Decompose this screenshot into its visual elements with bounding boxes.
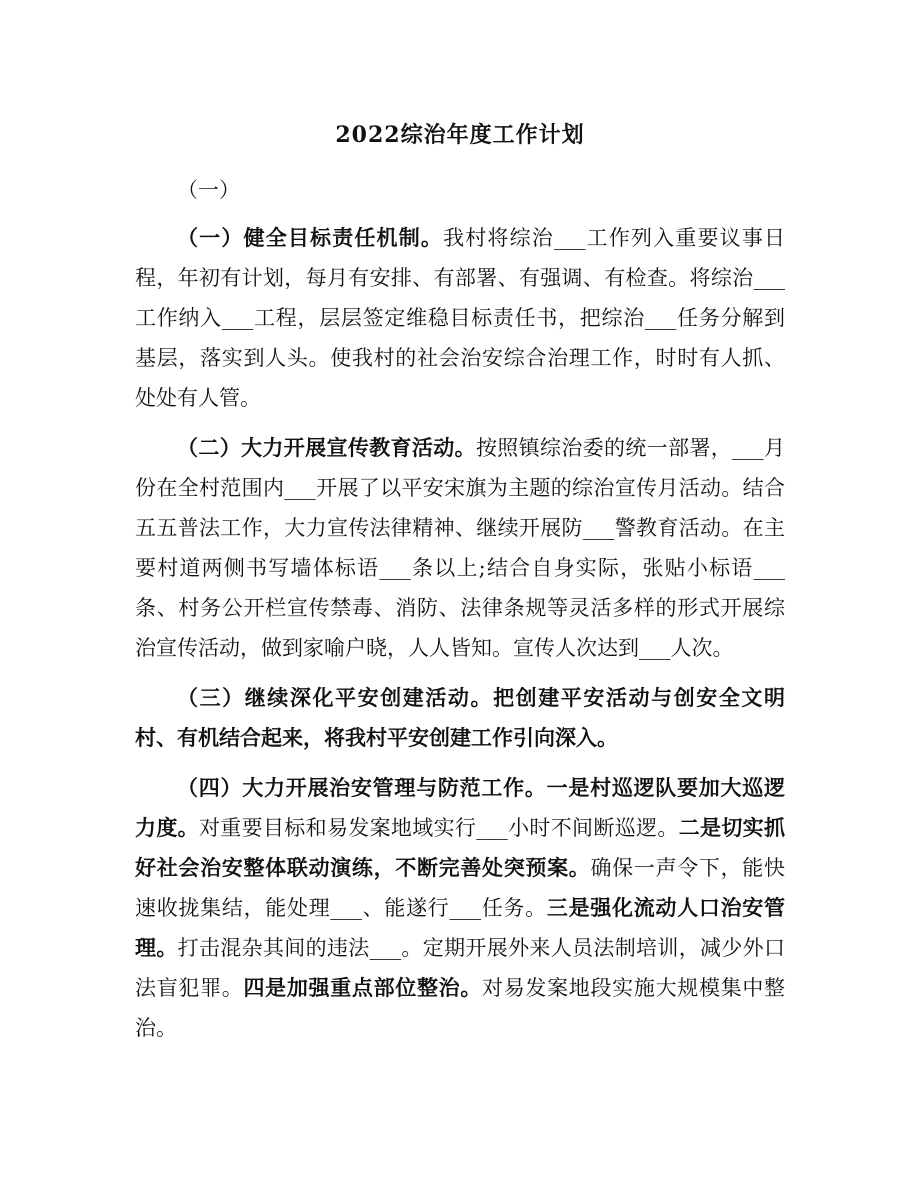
paragraph-4-heading-2: 二是切实抓好社会治安整体联动演练，不断完善处突预案。 <box>135 815 786 880</box>
paragraph-3 <box>135 678 785 758</box>
paragraph-4 <box>135 768 785 1048</box>
paragraph-2 <box>135 428 785 668</box>
paragraph-3-heading: （三）继续深化平安创建活动。把创建平安活动与创安全文明村、有机结合起来，将我村平安创建工作引向深入。 <box>135 685 785 750</box>
paragraph-4-text-4: 对易发案地段实施大规模集中整治。 <box>135 976 786 1040</box>
paragraph-4-text-1: 对重要目标和易发案地域实行___小时不间断巡逻。 <box>198 816 679 840</box>
document-body <box>135 170 785 1058</box>
paragraph-4-heading-3: 三是强化流动人口治安管理。 <box>135 895 786 960</box>
paragraph-4-heading-4: 四是加强重点部位整治。 <box>243 975 483 1000</box>
paragraph-1-heading: （一）健全目标责任机制。 <box>177 225 444 250</box>
paragraph-4-heading-1: （四）大力开展治安管理与防范工作。一是村巡逻队要加大巡逻力度。 <box>135 775 785 840</box>
paragraph-4-text-3: 打击混杂其间的违法___。定期开展外来人员法制培训，减少外口法盲犯罪。 <box>135 936 785 1000</box>
paragraph-2-text: 按照镇综治委的统一部署，___月份在全村范围内___开展了以平安宋旗为主题的综治宣传月活动。结合五五普法工作，大力宣传法律精神、继续开展防___警教育活动。在主要村道两侧书写墙体标语___条以上;结合自身实际，张贴小标语___条、村务公开栏宣传禁毒、消防、法律条规等灵活多样的形式开展综治宣传活动，做到家喻户晓，人人皆知。宣传人次达到___人次。 <box>135 436 786 660</box>
document-title: 2022综治年度工作计划 <box>335 122 585 148</box>
section-marker <box>135 170 785 210</box>
paragraph-1 <box>135 218 785 418</box>
section-marker-text: （一） <box>177 178 240 202</box>
paragraph-4-text-2: 确保一声令下，能快速收拢集结，能处理___、能遂行___任务。 <box>135 856 786 920</box>
paragraph-2-heading: （二）大力开展宣传教育活动。 <box>177 435 476 460</box>
paragraph-1-text: 我村将综治___工作列入重要议事日程，年初有计划，每月有安排、有部署、有强调、有检查。将综治___工作纳入___工程，层层签定维稳目标责任书，把综治___任务分解到基层，落实到人头。使我村的社会治安综合治理工作，时时有人抓、处处有人管。 <box>135 226 786 410</box>
